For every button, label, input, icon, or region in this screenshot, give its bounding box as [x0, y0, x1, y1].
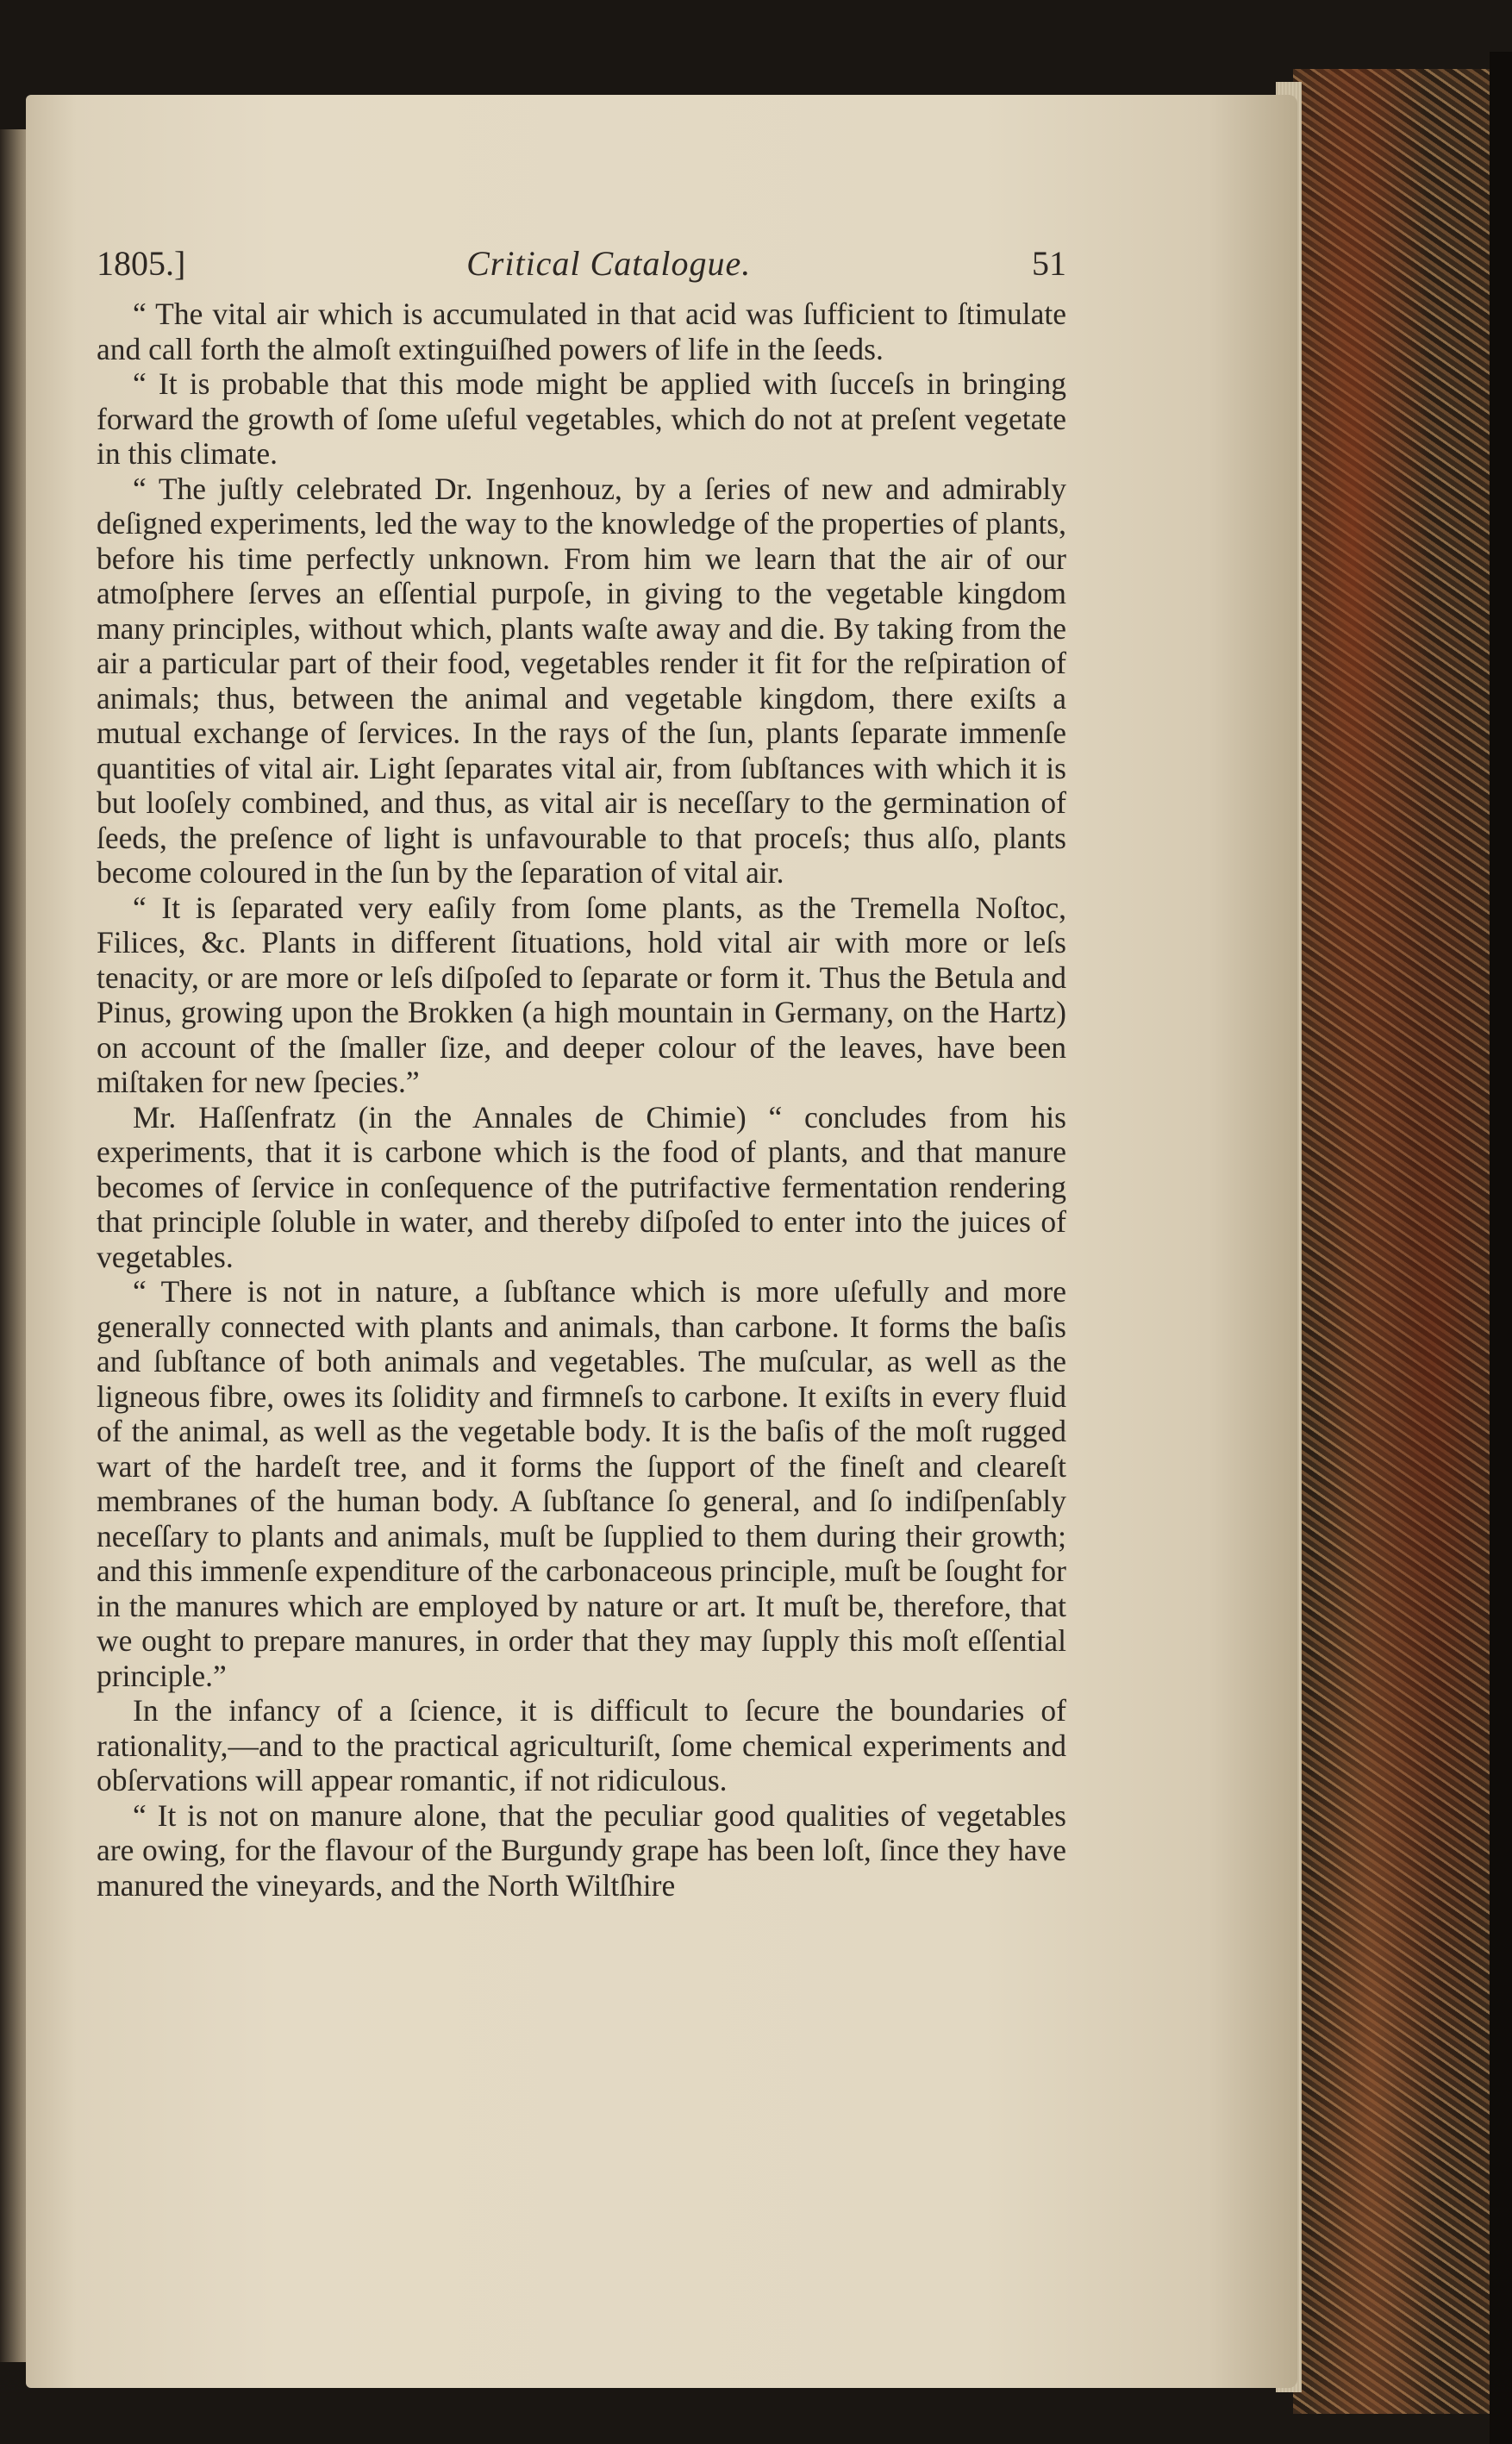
paragraph: “ There is not in nature, a ſubſtance which is more uſefully and more generally connected with plants and animals, than carbone. It forms the baſis and ſubſtance of both animals and vegetables. The muſcular, as well as the ligneous fibre, owes its ſolidity and firmneſs to carbone. It exiſts in every fluid of the animal, as well as the vegetable body. It is the baſis of the moſt rugged wart of the hardeſt tree, and it forms the ſupport of the fineſt and cleareſt membranes of the human body. A ſubſtance ſo general, and ſo indiſpenſably neceſſary to plants and animals, muſt be ſupplied to them during their growth; and this immenſe expenditure of the carbonaceous principle, muſt be ſought for in the manures which are employed by nature or art. It muſt be, therefore, that we ought to prepare manures, in order that they may ſupply this moſt eſſential principle.” [97, 1274, 1066, 1693]
paragraph: “ It is probable that this mode might be applied with ſucceſs in bringing forward the growth of ſome uſeful vegetables, which do not at preſent vegetate in this climate. [97, 366, 1066, 471]
paragraph: “ The juſtly celebrated Dr. Ingenhouz, by a ſeries of new and admirably deſigned experiments, led the way to the knowledge of the properties of plants, before his time perfectly unknown. From him we learn that the air of our atmoſphere ſerves an eſſential purpoſe, in giving to the vegetable kingdom many principles, without which, plants waſte away and die. By taking from the air a particular part of their food, vegetables render it fit for the reſpiration of animals; thus, between the animal and vegetable kingdom, there exiſts a mutual exchange of ſervices. In the rays of the ſun, plants ſeparate immenſe quantities of vital air. Light ſeparates vital air, from ſubſtances with which it is but looſely combined, and thus, as vital air is neceſſary to the germination of ſeeds, the preſence of light is unfavourable to that proceſs; thus alſo, plants become coloured in the ſun by the ſeparation of vital air. [97, 471, 1066, 890]
running-title: Critical Catalogue. [466, 244, 752, 283]
paragraph: “ It is ſeparated very eaſily from ſome plants, as the Tremella Noſtoc, Filices, &c. Plants in different ſituations, hold vital air with more or leſs tenacity, or are more or leſs diſpoſed to ſeparate or form it. Thus the Betula and Pinus, growing upon the Brokken (a high mountain in Germany, on the Hartz) on account of the ſmaller ſize, and deeper colour of the leaves, have been miſtaken for new ſpecies.” [97, 890, 1066, 1099]
paragraph: Mr. Haſſenfratz (in the Annales de Chimie) “ concludes from his experiments, that it is carbone which is the food of plants, and that manure becomes of ſervice in conſequence of the putrifactive fermentation rendering that principle ſoluble in water, and thereby diſpoſed to enter into the juices of vegetables. [97, 1099, 1066, 1274]
paragraph: “ The vital air which is accumulated in that acid was ſufficient to ſtimulate and call forth the almoſt extinguiſhed powers of life in the ſeeds. [97, 297, 1066, 366]
background-shadow [1490, 52, 1512, 2444]
header-year: 1805.] [97, 244, 186, 283]
paragraph: In the infancy of a ſcience, it is difficult to ſecure the boundaries of rationality,—and to the practical agriculturiſt, ſome chemical experiments and obſervations will appear romantic, if not ridiculous. [97, 1693, 1066, 1797]
page-header [97, 243, 1066, 284]
marbled-book-cover [1293, 69, 1491, 2414]
page-text [97, 243, 1066, 1903]
page-number: 51 [1031, 244, 1066, 283]
paragraph: “ It is not on manure alone, that the peculiar good qualities of vegetables are owing, for the flavour of the Burgundy grape has been loſt, ſince they have manured the vineyards, and the North Wiltſhire [97, 1797, 1066, 1903]
